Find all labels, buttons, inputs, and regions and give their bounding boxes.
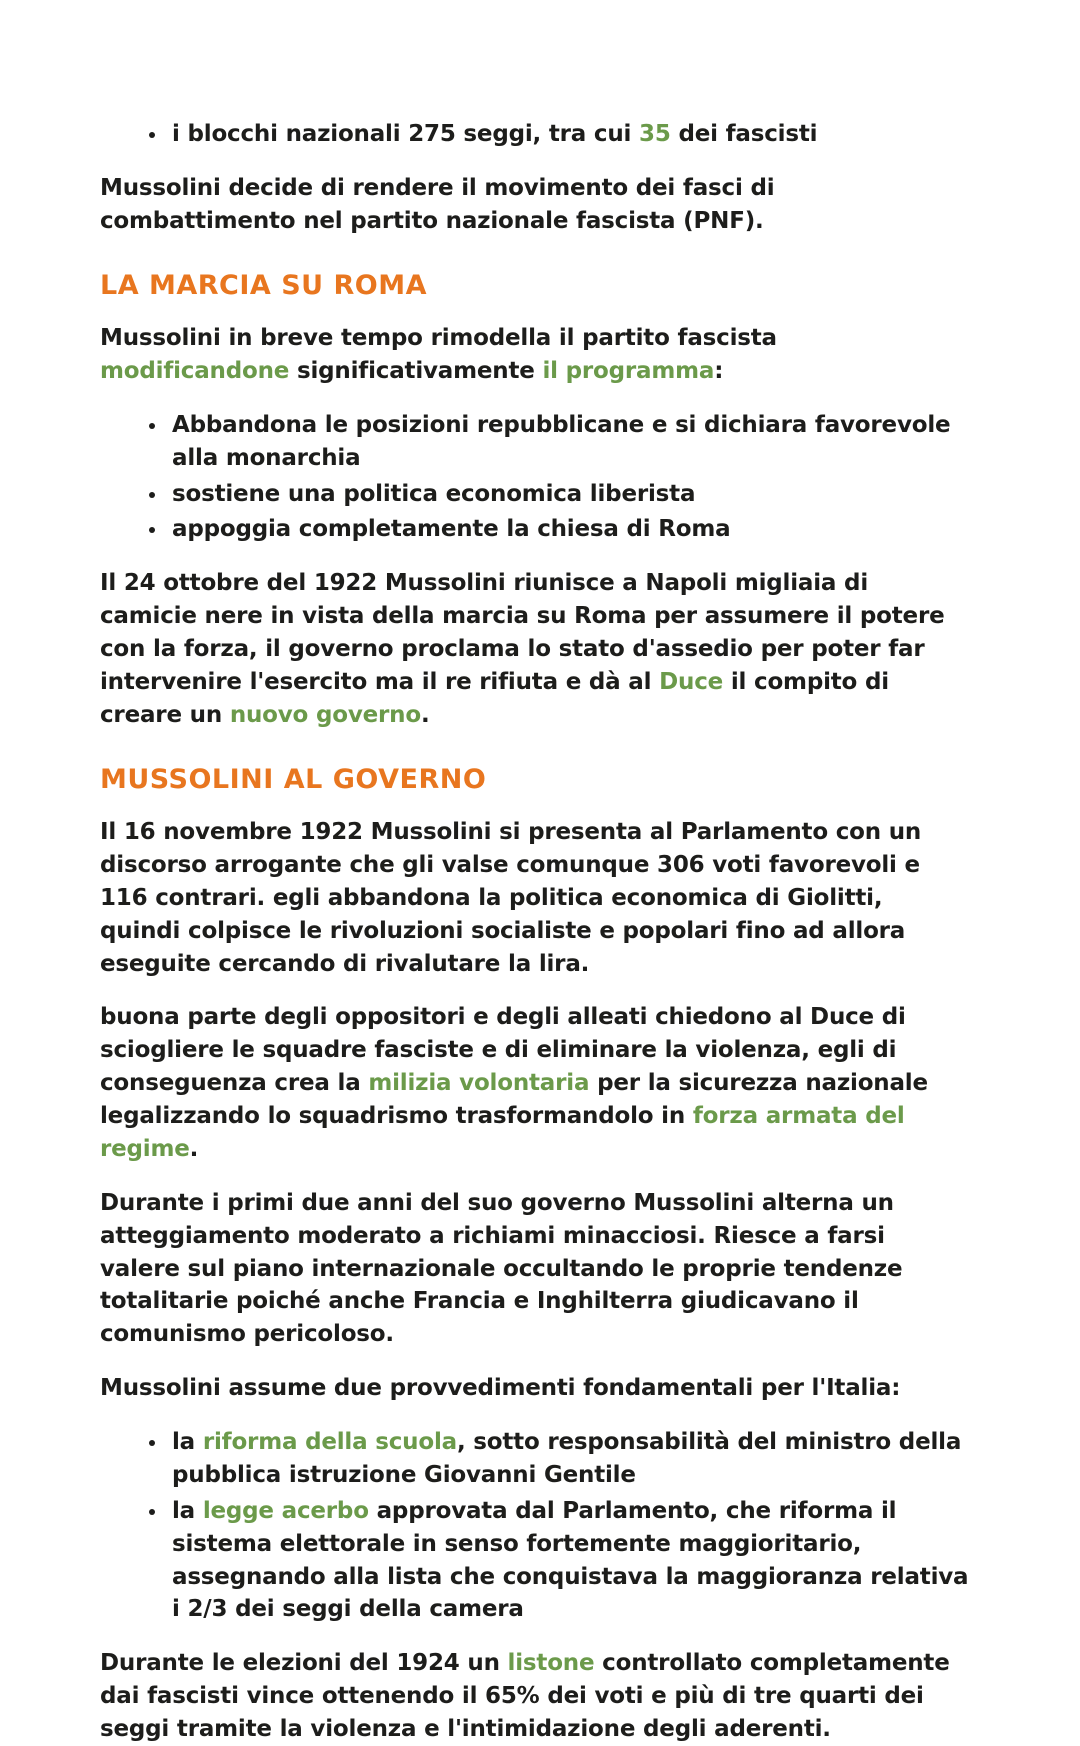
paragraph-16-novembre: Il 16 novembre 1922 Mussolini si presenta al Parlamento con un discorso arrogante che gli valse comunque 306 voti favorevoli e 116 contrari. egli abbandona la politica economica di Giolitti, quindi colpisce le rivoluzioni socialiste e popolari fino ad allora eseguite cercando di rivalutare la lira. [100, 819, 922, 977]
paragraph-text: Mussolini in breve tempo rimodella il partito fascista [100, 325, 777, 352]
paragraph-text: per la sicurezza nazionale legalizzando lo squadrismo trasformandolo in [100, 1070, 928, 1130]
paragraph-text: : [714, 357, 724, 384]
paragraph-text: . [189, 1135, 199, 1162]
highlighted-term: milizia volontaria [368, 1070, 590, 1097]
paragraph-text: il compito di creare un [100, 668, 889, 728]
list-item [168, 118, 970, 151]
list-item [168, 1495, 970, 1627]
paragraph-marcia [100, 567, 970, 731]
paragraph-text: . [420, 701, 430, 728]
highlighted-term: legge acerbo [202, 1497, 369, 1524]
highlighted-term: modificandone [100, 357, 290, 384]
list-item-text: la [172, 1429, 203, 1456]
paragraph-provvedimenti: Mussolini assume due provvedimenti fondamentali per l'Italia: [100, 1375, 901, 1402]
section-heading-marcia-su-roma: LA MARCIA SU ROMA [100, 269, 427, 301]
list-item-text: dei fascisti [670, 121, 818, 147]
highlighted-term: il programma [542, 357, 715, 384]
list-item [168, 1426, 970, 1492]
list-item: • appoggia completamente la chiesa di Roma [168, 513, 970, 546]
paragraph-due-anni: Durante i primi due anni del suo governo Mussolini alterna un atteggiamento moderato a richiami minacciosi. Riesce a farsi valere sul piano internazionale occultando le proprie tendenze totalitarie poiché anche Francia e Inghilterra giudicavano il comunismo pericoloso. [100, 1189, 903, 1348]
highlighted-term: Duce [659, 668, 724, 695]
intro-bullet-list [100, 118, 970, 151]
highlighted-term: listone [507, 1650, 595, 1677]
paragraph-milizia [100, 1001, 970, 1165]
paragraph-text: significativamente [289, 357, 543, 384]
programma-bullet-list [100, 409, 970, 547]
list-item-text: approvata dal Parlamento, che riforma il sistema elettorale in senso fortemente maggioritario, assegnando alla lista che conquistava la maggioranza relativa i 2/3 dei seggi della camera [172, 1497, 969, 1623]
paragraph-listone [100, 1647, 970, 1746]
highlighted-term: riforma della scuola [202, 1429, 457, 1456]
list-item-text: i blocchi nazionali 275 seggi, tra cui [172, 121, 640, 147]
list-item-text: , sotto responsabilità del ministro della pubblica istruzione Giovanni Gentile [172, 1429, 962, 1488]
highlighted-term: nuovo governo [229, 701, 421, 728]
paragraph-text: controllato completamente dai fascisti vince ottenendo il 65% dei voti e più di tre quarti dei seggi tramite la violenza e l'intimidazione degli aderenti. [100, 1650, 950, 1743]
list-item: • Abbandona le posizioni repubblicane e si dichiara favorevole alla monarchia [168, 409, 970, 475]
provvedimenti-bullet-list [100, 1426, 970, 1626]
list-item-text: la [172, 1497, 203, 1524]
highlighted-term: 35 [639, 121, 671, 147]
paragraph-text: Durante le elezioni del 1924 un [100, 1650, 508, 1677]
paragraph-rimodella [100, 322, 970, 388]
highlighted-term: forza armata del regime [100, 1103, 905, 1162]
section-heading-mussolini-al-governo: MUSSOLINI AL GOVERNO [100, 763, 487, 795]
list-item: • sostiene una politica economica liberista [168, 478, 970, 511]
paragraph-text: Il 24 ottobre del 1922 Mussolini riunisce a Napoli migliaia di camicie nere in vista della marcia su Roma per assumere il potere con la forza, il governo proclama lo stato d'assedio per poter far intervenire l'esercito ma il re rifiuta e dà al [100, 570, 945, 695]
paragraph-text: buona parte degli oppositori e degli alleati chiedono al Duce di sciogliere le squadre fasciste e di eliminare la violenza, egli di conseguenza crea la [100, 1004, 906, 1097]
paragraph-pnf: Mussolini decide di rendere il movimento dei fasci di combattimento nel partito nazionale fascista (PNF). [100, 174, 775, 234]
